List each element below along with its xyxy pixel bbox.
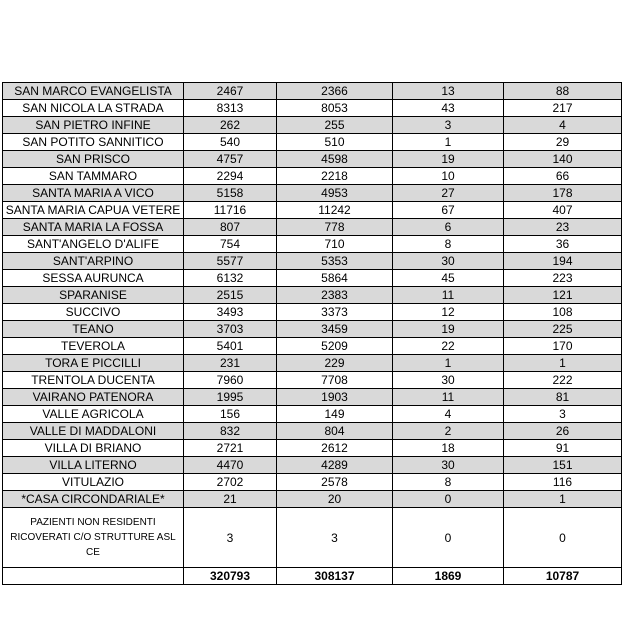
- total-v3: 1869: [393, 568, 504, 585]
- cell-v4: 407: [504, 202, 622, 219]
- cell-v2: 20: [277, 491, 393, 508]
- cell-v4: 116: [504, 474, 622, 491]
- cell-v2: 2612: [277, 440, 393, 457]
- table-row: [3, 355, 622, 372]
- cell-v3: 1: [393, 355, 504, 372]
- table-row: [3, 440, 622, 457]
- cell-v3: 4: [393, 406, 504, 423]
- table-row: [3, 100, 622, 117]
- table-body: [3, 83, 622, 585]
- cell-v2: 2366: [277, 83, 393, 100]
- municipality-table: [2, 82, 622, 585]
- cell-v4: 223: [504, 270, 622, 287]
- cell-v1: 4470: [184, 457, 277, 474]
- cell-v1: 262: [184, 117, 277, 134]
- cell-v4: 3: [504, 406, 622, 423]
- cell-v2: 2383: [277, 287, 393, 304]
- cell-v2: 5353: [277, 253, 393, 270]
- municipality-name: SAN POTITO SANNITICO: [3, 134, 184, 151]
- cell-v1: 21: [184, 491, 277, 508]
- table-row: [3, 117, 622, 134]
- cell-v1: 754: [184, 236, 277, 253]
- cell-v3: 18: [393, 440, 504, 457]
- cell-v1: 5577: [184, 253, 277, 270]
- cell-v4: 194: [504, 253, 622, 270]
- cell-v1: 2721: [184, 440, 277, 457]
- cell-v1: 1995: [184, 389, 277, 406]
- municipality-name: SAN PRISCO: [3, 151, 184, 168]
- cell-v4: 36: [504, 236, 622, 253]
- cell-v2: 11242: [277, 202, 393, 219]
- cell-v1: 2294: [184, 168, 277, 185]
- table-row: [3, 185, 622, 202]
- cell-v2: 710: [277, 236, 393, 253]
- total-v1: 320793: [184, 568, 277, 585]
- cell-v4: 81: [504, 389, 622, 406]
- cell-v2: 804: [277, 423, 393, 440]
- municipality-name: TORA E PICCILLI: [3, 355, 184, 372]
- cell-v4: 91: [504, 440, 622, 457]
- cell-v2: 4953: [277, 185, 393, 202]
- totals-label: [3, 568, 184, 585]
- municipality-name: SESSA AURUNCA: [3, 270, 184, 287]
- municipality-name: *CASA CIRCONDARIALE*: [3, 491, 184, 508]
- cell-v1: 4757: [184, 151, 277, 168]
- table-row: [3, 457, 622, 474]
- cell-v4: 29: [504, 134, 622, 151]
- municipality-name: TRENTOLA DUCENTA: [3, 372, 184, 389]
- table-row: [3, 202, 622, 219]
- cell-v4: 26: [504, 423, 622, 440]
- cell-v4: 151: [504, 457, 622, 474]
- table-row: [3, 406, 622, 423]
- municipality-name: SANT'ARPINO: [3, 253, 184, 270]
- cell-v4: 178: [504, 185, 622, 202]
- cell-v4: 225: [504, 321, 622, 338]
- cell-v2: 4598: [277, 151, 393, 168]
- table-row: [3, 134, 622, 151]
- cell-v2: 3459: [277, 321, 393, 338]
- table-row: [3, 151, 622, 168]
- cell-v4: 66: [504, 168, 622, 185]
- table-row: [3, 321, 622, 338]
- cell-v3: 22: [393, 338, 504, 355]
- cell-v3: 19: [393, 151, 504, 168]
- municipality-name: SAN MARCO EVANGELISTA: [3, 83, 184, 100]
- non-residents-row: [3, 508, 622, 568]
- cell-v2: 778: [277, 219, 393, 236]
- cell-v3: 11: [393, 389, 504, 406]
- cell-v2: 510: [277, 134, 393, 151]
- cell-v3: 10: [393, 168, 504, 185]
- municipality-name: SUCCIVO: [3, 304, 184, 321]
- cell-v1: 231: [184, 355, 277, 372]
- totals-row: [3, 568, 622, 585]
- non-residents-v1: 3: [184, 508, 277, 568]
- municipality-name: SAN TAMMARO: [3, 168, 184, 185]
- cell-v3: 30: [393, 457, 504, 474]
- cell-v3: 45: [393, 270, 504, 287]
- cell-v4: 108: [504, 304, 622, 321]
- cell-v1: 832: [184, 423, 277, 440]
- cell-v1: 2467: [184, 83, 277, 100]
- table-row: [3, 338, 622, 355]
- cell-v2: 2218: [277, 168, 393, 185]
- cell-v1: 3703: [184, 321, 277, 338]
- cell-v4: 170: [504, 338, 622, 355]
- cell-v3: 12: [393, 304, 504, 321]
- cell-v1: 5401: [184, 338, 277, 355]
- municipality-name: TEANO: [3, 321, 184, 338]
- cell-v3: 6: [393, 219, 504, 236]
- municipality-name: VILLA LITERNO: [3, 457, 184, 474]
- cell-v3: 19: [393, 321, 504, 338]
- cell-v4: 23: [504, 219, 622, 236]
- cell-v1: 2702: [184, 474, 277, 491]
- cell-v3: 1: [393, 134, 504, 151]
- non-residents-v4: 0: [504, 508, 622, 568]
- cell-v4: 88: [504, 83, 622, 100]
- table-row: [3, 236, 622, 253]
- table-row: [3, 219, 622, 236]
- cell-v4: 140: [504, 151, 622, 168]
- cell-v3: 3: [393, 117, 504, 134]
- municipality-name: TEVEROLA: [3, 338, 184, 355]
- cell-v2: 5864: [277, 270, 393, 287]
- cell-v3: 27: [393, 185, 504, 202]
- table-row: [3, 389, 622, 406]
- cell-v1: 2515: [184, 287, 277, 304]
- non-residents-v3: 0: [393, 508, 504, 568]
- cell-v4: 222: [504, 372, 622, 389]
- cell-v3: 30: [393, 372, 504, 389]
- cell-v2: 3373: [277, 304, 393, 321]
- cell-v1: 6132: [184, 270, 277, 287]
- cell-v2: 1903: [277, 389, 393, 406]
- cell-v1: 540: [184, 134, 277, 151]
- cell-v2: 7708: [277, 372, 393, 389]
- cell-v3: 67: [393, 202, 504, 219]
- municipality-name: SAN PIETRO INFINE: [3, 117, 184, 134]
- cell-v1: 3493: [184, 304, 277, 321]
- municipality-name: VALLE DI MADDALONI: [3, 423, 184, 440]
- municipality-name: SANTA MARIA CAPUA VETERE: [3, 202, 184, 219]
- cell-v1: 8313: [184, 100, 277, 117]
- municipality-name: VILLA DI BRIANO: [3, 440, 184, 457]
- municipality-name: SANTA MARIA A VICO: [3, 185, 184, 202]
- cell-v2: 8053: [277, 100, 393, 117]
- cell-v3: 11: [393, 287, 504, 304]
- table-row: [3, 270, 622, 287]
- non-residents-v2: 3: [277, 508, 393, 568]
- cell-v1: 807: [184, 219, 277, 236]
- municipality-name: SANTA MARIA LA FOSSA: [3, 219, 184, 236]
- table-row: [3, 253, 622, 270]
- table-row: [3, 474, 622, 491]
- cell-v1: 156: [184, 406, 277, 423]
- municipality-name: VALLE AGRICOLA: [3, 406, 184, 423]
- cell-v2: 4289: [277, 457, 393, 474]
- municipality-name: SPARANISE: [3, 287, 184, 304]
- cell-v2: 255: [277, 117, 393, 134]
- cell-v4: 121: [504, 287, 622, 304]
- cell-v1: 5158: [184, 185, 277, 202]
- cell-v2: 2578: [277, 474, 393, 491]
- table-row: [3, 287, 622, 304]
- total-v4: 10787: [504, 568, 622, 585]
- non-residents-label: PAZIENTI NON RESIDENTI RICOVERATI C/O STRUTTURE ASL CE: [3, 508, 184, 568]
- municipality-name: SAN NICOLA LA STRADA: [3, 100, 184, 117]
- cell-v3: 30: [393, 253, 504, 270]
- municipality-name: SANT'ANGELO D'ALIFE: [3, 236, 184, 253]
- table-row: [3, 304, 622, 321]
- cell-v3: 8: [393, 474, 504, 491]
- cell-v1: 7960: [184, 372, 277, 389]
- table-row: [3, 83, 622, 100]
- cell-v4: 217: [504, 100, 622, 117]
- cell-v3: 2: [393, 423, 504, 440]
- municipality-name: VAIRANO PATENORA: [3, 389, 184, 406]
- cell-v3: 8: [393, 236, 504, 253]
- table-row: [3, 423, 622, 440]
- cell-v4: 1: [504, 355, 622, 372]
- cell-v2: 229: [277, 355, 393, 372]
- cell-v3: 0: [393, 491, 504, 508]
- table-row: [3, 372, 622, 389]
- cell-v2: 149: [277, 406, 393, 423]
- cell-v1: 11716: [184, 202, 277, 219]
- table-row: [3, 168, 622, 185]
- cell-v2: 5209: [277, 338, 393, 355]
- cell-v3: 43: [393, 100, 504, 117]
- total-v2: 308137: [277, 568, 393, 585]
- table-row: [3, 491, 622, 508]
- cell-v4: 4: [504, 117, 622, 134]
- cell-v3: 13: [393, 83, 504, 100]
- municipality-name: VITULAZIO: [3, 474, 184, 491]
- cell-v4: 1: [504, 491, 622, 508]
